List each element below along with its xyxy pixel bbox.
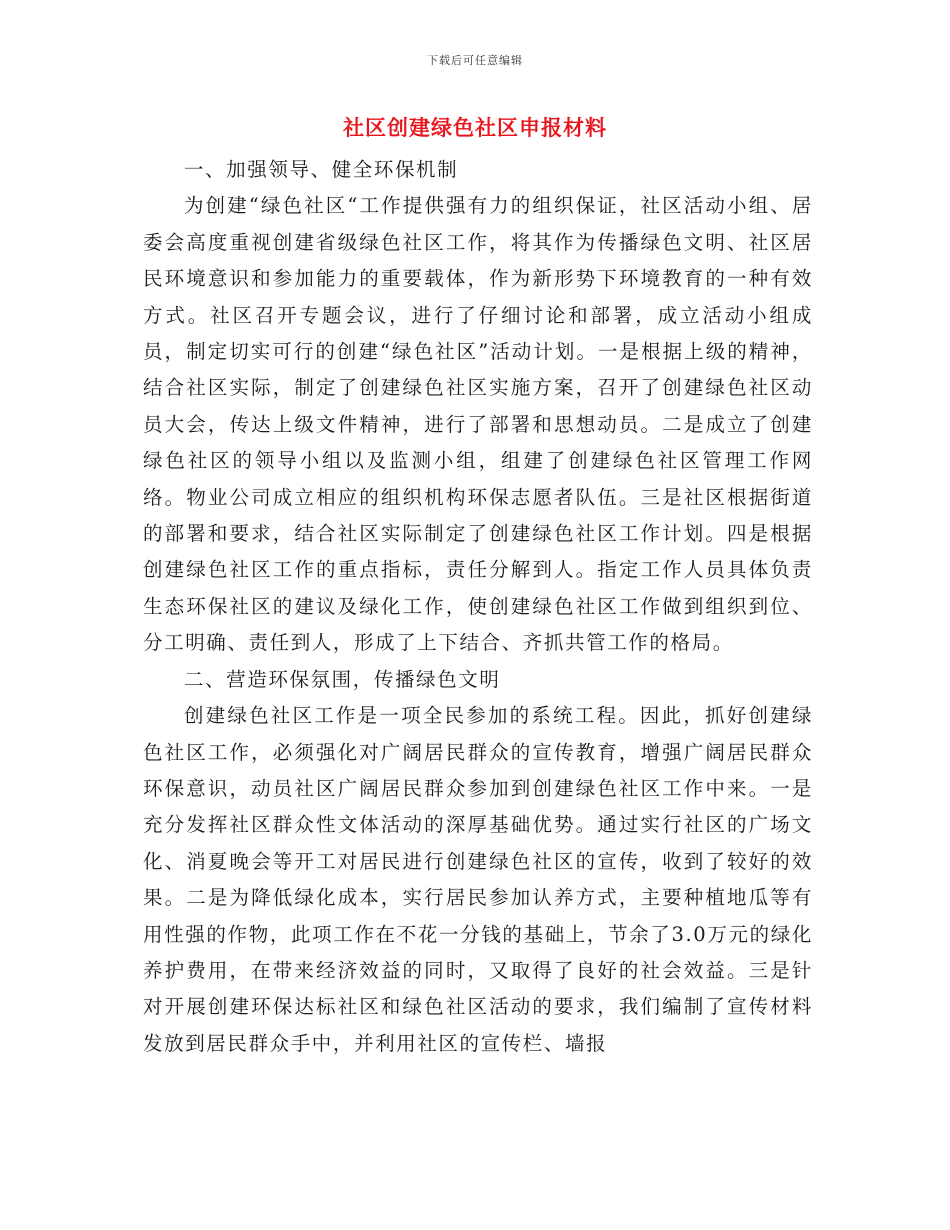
header-note: 下载后可任意编辑 <box>427 54 523 67</box>
paragraph-2: 创建绿色社区工作是一项全民参加的系统工程。因此，抓好创建绿色社区工作，必须强化对广阔居民群众的宣传教育，增强广阔居民群众环保意识，动员社区广阔居民群众参加到创建绿色社区工作中来。一是充分发挥社区群众性文体活动的深厚基础优势。通过实行社区的广场文化、消夏晚会等开工对居民进行创建绿色社区的宣传，收到了较好的效果。二是为降低绿化成本，实行居民参加认养方式，主要种植地瓜等有用性强的作物，此项工作在不花一分钱的基础上，节余了3.0万元的绿化养护费用，在带来经济效益的同时，又取得了良好的社会效益。三是针对开展创建环保达标社区和绿色社区活动的要求，我们编制了宣传材料发放到居民群众手中，并利用社区的宣传栏、墙报 <box>143 704 813 1055</box>
document-title: 社区创建绿色社区申报材料 <box>343 116 607 140</box>
section-heading-1: 一、加强领导、健全环保机制 <box>183 158 459 181</box>
section-heading-2: 二、营造环保氛围，传播绿色文明 <box>183 667 501 691</box>
paragraph-1: 为创建“绿色社区“工作提供强有力的组织保证，社区活动小组、居委会高度重视创建省级绿色社区工作，将其作为传播绿色文明、社区居民环境意识和参加能力的重要载体，作为新形势下环境教育的一种有效方式。社区召开专题会议，进行了仔细讨论和部署，成立活动小组成员，制定切实可行的创建“绿色社区”活动计划。一是根据上级的精神，结合社区实际，制定了创建绿色社区实施方案，召开了创建绿色社区动员大会，传达上级文件精神，进行了部署和思想动员。二是成立了创建绿色社区的领导小组以及监测小组，组建了创建绿色社区管理工作网络。物业公司成立相应的组织机构环保志愿者队伍。三是社区根据街道的部署和要求，结合社区实际制定了创建绿色社区工作计划。四是根据创建绿色社区工作的重点指标，责任分解到人。指定工作人员具体负责生态环保社区的建议及绿化工作，使创建绿色社区工作做到组织到位、分工明确、责任到人，形成了上下结合、齐抓共管工作的格局。 <box>143 194 813 655</box>
document-body <box>143 152 813 1062</box>
